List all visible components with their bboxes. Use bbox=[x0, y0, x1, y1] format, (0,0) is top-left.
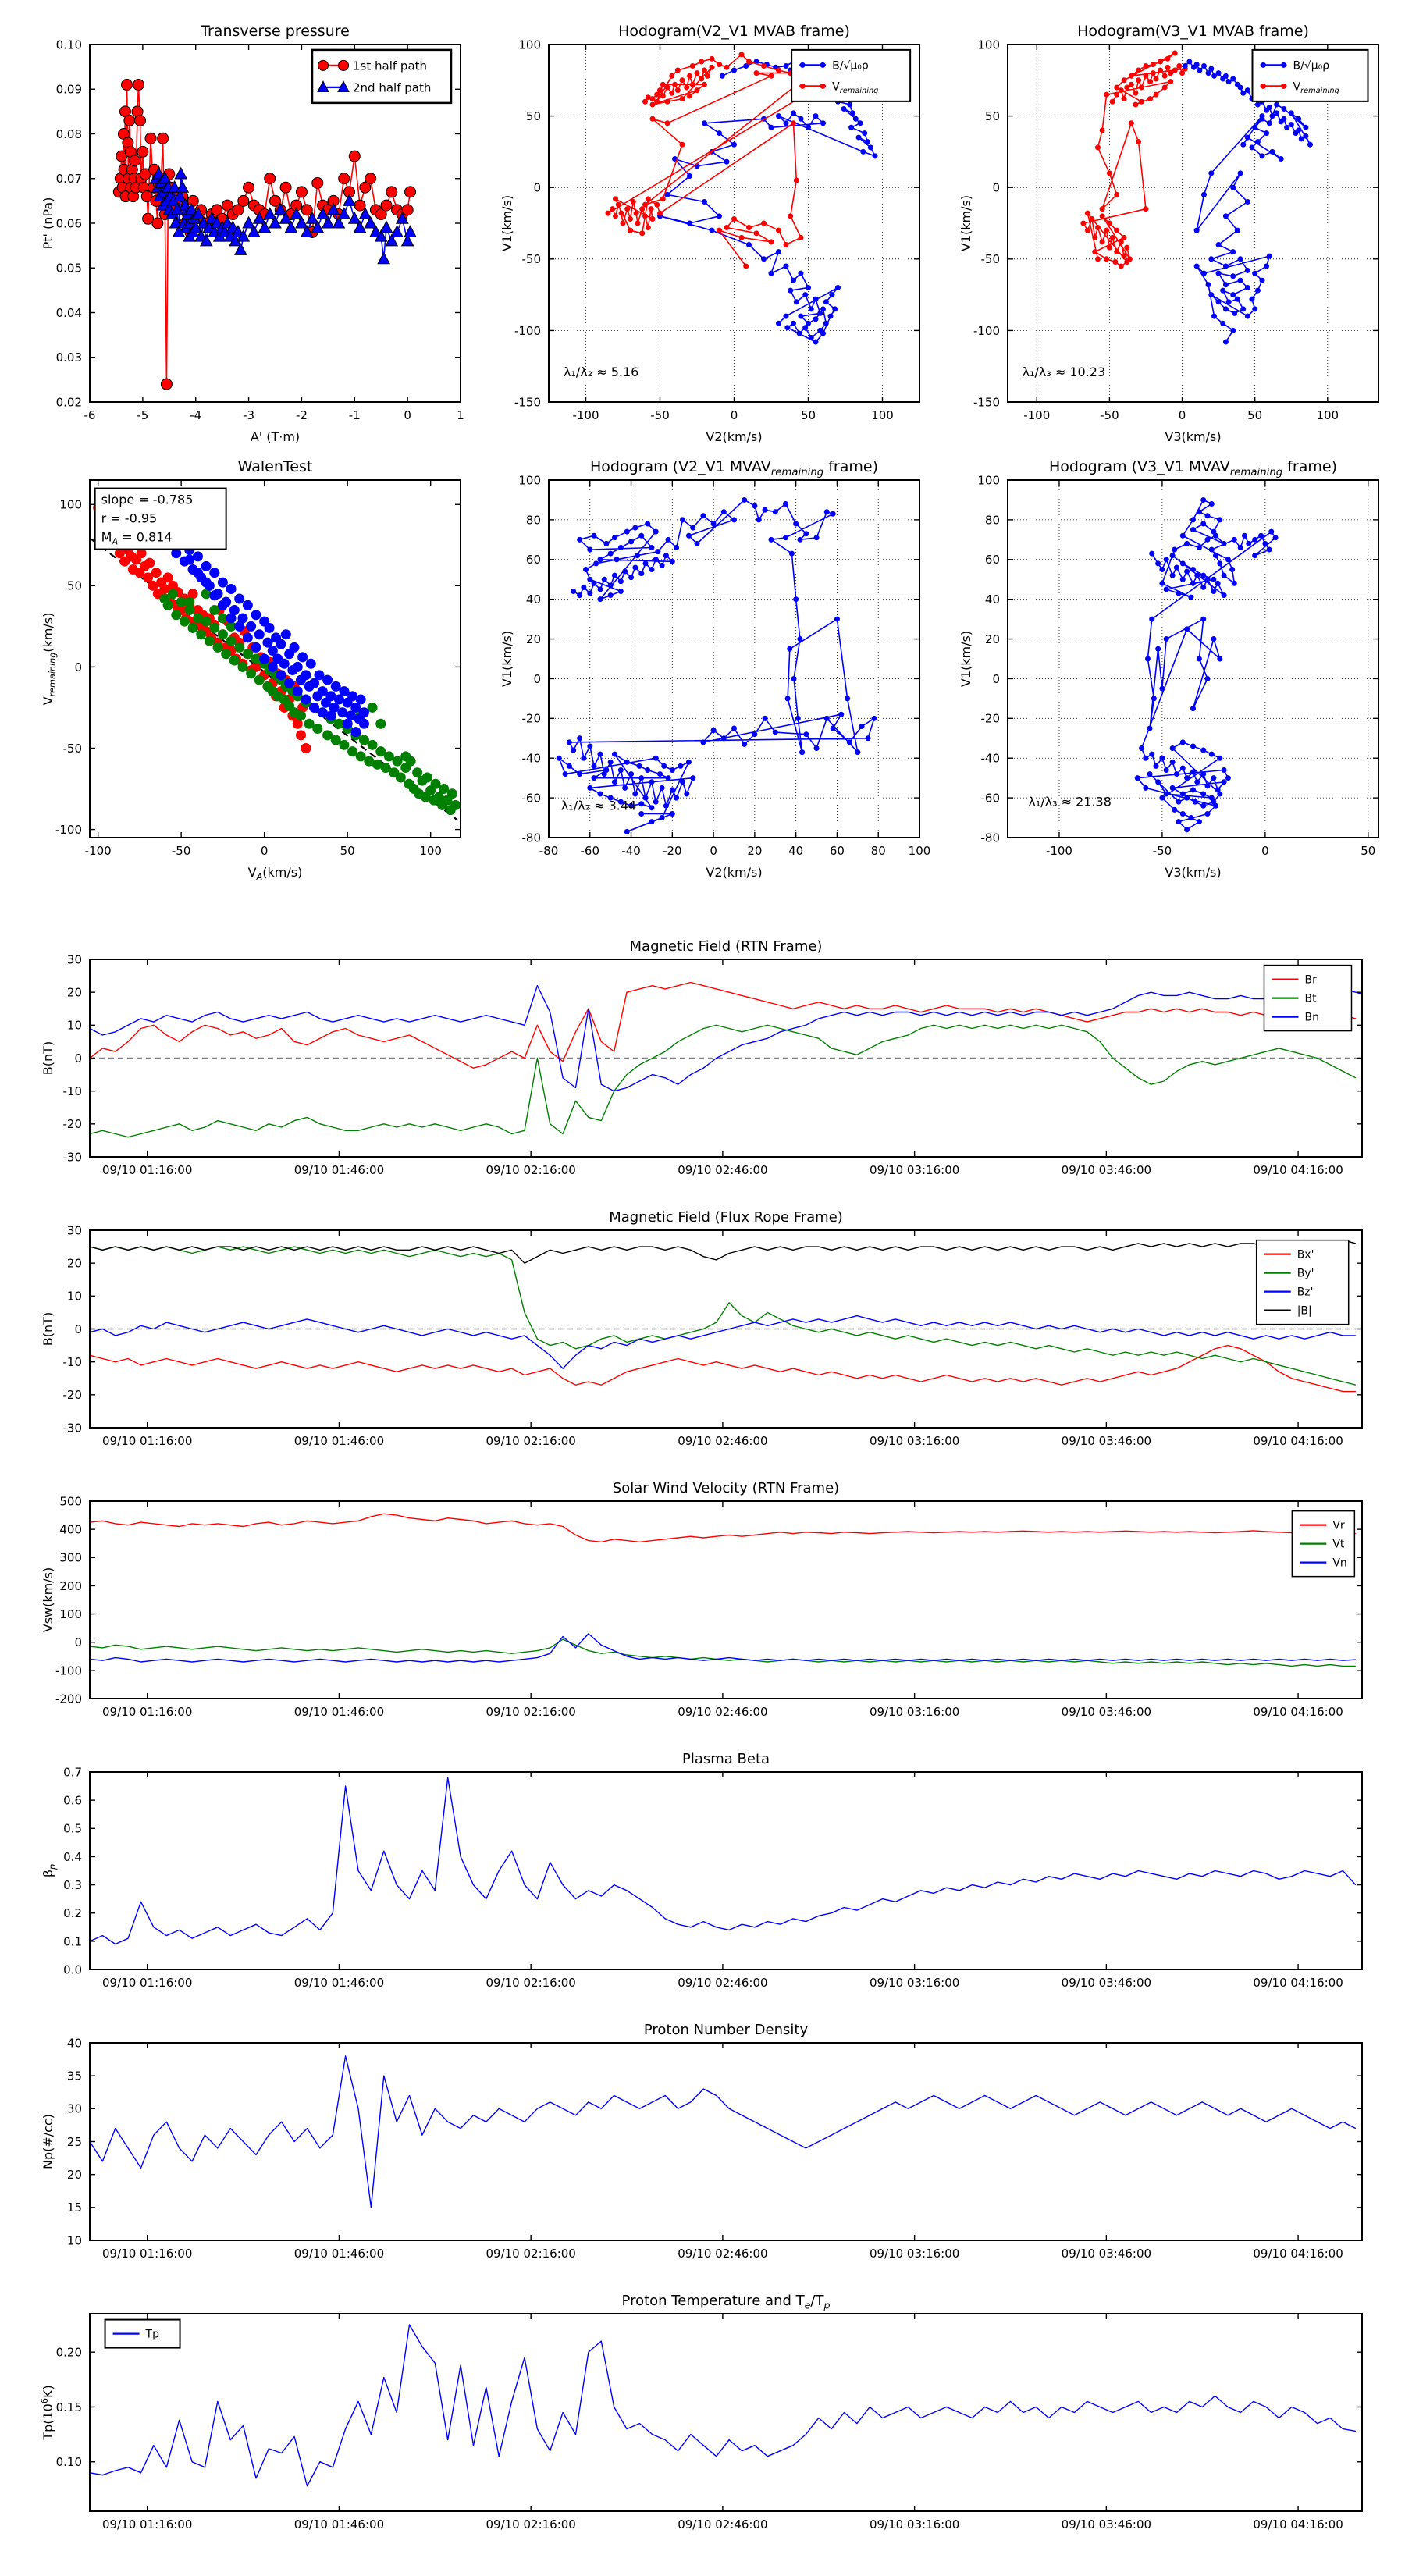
svg-text:-100: -100 bbox=[1045, 844, 1072, 858]
svg-text:-60: -60 bbox=[580, 844, 600, 858]
svg-text:09/10 02:16:00: 09/10 02:16:00 bbox=[486, 1434, 576, 1448]
svg-text:-200: -200 bbox=[55, 1692, 82, 1706]
svg-text:80: 80 bbox=[525, 513, 541, 528]
svg-text:0.07: 0.07 bbox=[55, 172, 82, 187]
svg-text:A' (T·m): A' (T·m) bbox=[250, 429, 301, 444]
svg-text:50: 50 bbox=[340, 844, 355, 858]
svg-text:0.10: 0.10 bbox=[55, 37, 82, 52]
svg-text:15: 15 bbox=[66, 2201, 82, 2215]
svg-text:0: 0 bbox=[992, 180, 1000, 195]
svg-text:09/10 01:16:00: 09/10 01:16:00 bbox=[102, 2517, 193, 2532]
svg-text:-20: -20 bbox=[521, 711, 541, 726]
svg-text:40: 40 bbox=[66, 2036, 82, 2051]
svg-text:B/√μ₀ρ: B/√μ₀ρ bbox=[832, 59, 869, 73]
svg-text:-50: -50 bbox=[980, 252, 1000, 267]
svg-text:0: 0 bbox=[74, 660, 82, 674]
svg-text:09/10 02:46:00: 09/10 02:46:00 bbox=[678, 1976, 768, 1990]
svg-text:Np(#/cc): Np(#/cc) bbox=[41, 2114, 55, 2169]
svg-text:Transverse pressure: Transverse pressure bbox=[201, 23, 350, 40]
svg-text:100: 100 bbox=[59, 1606, 82, 1621]
svg-text:1: 1 bbox=[457, 408, 464, 422]
chart-magnetic-field-rtn bbox=[35, 933, 1374, 1194]
chart-plasma-beta bbox=[35, 1745, 1374, 2007]
svg-text:Magnetic Field (Flux Rope Fram: Magnetic Field (Flux Rope Frame) bbox=[609, 1209, 843, 1226]
svg-text:Vn: Vn bbox=[1332, 1557, 1347, 1570]
svg-text:-30: -30 bbox=[62, 1150, 82, 1165]
svg-text:-100: -100 bbox=[973, 323, 1000, 338]
svg-text:0.08: 0.08 bbox=[55, 126, 82, 141]
svg-text:WalenTest: WalenTest bbox=[237, 458, 313, 475]
svg-text:Vremaining: $V_{remaining}$ bbox=[832, 80, 879, 95]
svg-text:Hodogram (V2_V1 MVAVremaining: Hodogram (V2_V1 $MVAV_{remaining}$ frame) bbox=[590, 458, 878, 479]
svg-text:100: 100 bbox=[419, 844, 442, 858]
svg-text:30: 30 bbox=[66, 1223, 82, 1238]
svg-text:100: 100 bbox=[871, 408, 894, 422]
svg-text:Vr: Vr bbox=[1332, 1519, 1345, 1532]
svg-text:09/10 01:46:00: 09/10 01:46:00 bbox=[293, 1976, 385, 1990]
svg-text:09/10 02:46:00: 09/10 02:46:00 bbox=[678, 2517, 768, 2532]
svg-text:Vremaining: $V_{remaining}$ bbox=[1293, 80, 1339, 95]
svg-text:-6: -6 bbox=[84, 408, 96, 422]
svg-text:0: 0 bbox=[710, 844, 717, 858]
svg-text:-50: -50 bbox=[171, 844, 191, 858]
svg-text:09/10 03:16:00: 09/10 03:16:00 bbox=[869, 1163, 960, 1177]
svg-text:Br: Br bbox=[1304, 973, 1317, 987]
svg-text:09/10 03:16:00: 09/10 03:16:00 bbox=[869, 1976, 960, 1990]
svg-text:09/10 01:16:00: 09/10 01:16:00 bbox=[102, 2247, 193, 2261]
svg-text:βp: $\beta_p$ bbox=[41, 1863, 58, 1878]
svg-text:MA = 0.814: $M_A = 0.814$ bbox=[101, 529, 173, 547]
svg-text:λ₁/λ₂ ≈ 3.44: λ₁/λ₂ ≈ 3.44 bbox=[560, 798, 637, 813]
svg-text:Hodogram(V3_V1 MVAB frame): Hodogram(V3_V1 MVAB frame) bbox=[1077, 23, 1309, 40]
svg-text:0.10: 0.10 bbox=[55, 2455, 82, 2470]
svg-text:09/10 03:46:00: 09/10 03:46:00 bbox=[1061, 1976, 1152, 1990]
chart-solar-wind-velocity bbox=[35, 1475, 1374, 1736]
svg-text:20: 20 bbox=[984, 632, 1000, 646]
svg-text:Plasma Beta: Plasma Beta bbox=[681, 1751, 770, 1767]
svg-text:30: 30 bbox=[66, 952, 82, 967]
svg-text:-80: -80 bbox=[521, 831, 541, 845]
svg-text:50: 50 bbox=[800, 408, 816, 422]
svg-text:Vsw(km/s): Vsw(km/s) bbox=[41, 1567, 55, 1633]
svg-text:1st half path: 1st half path bbox=[353, 59, 428, 73]
svg-text:Bz': Bz' bbox=[1297, 1286, 1314, 1299]
svg-text:09/10 01:16:00: 09/10 01:16:00 bbox=[102, 1976, 193, 1990]
svg-text:35: 35 bbox=[66, 2069, 82, 2083]
chart-hodogram-v3v1-mvab bbox=[953, 20, 1390, 449]
svg-text:-5: -5 bbox=[137, 408, 149, 422]
svg-text:-20: -20 bbox=[62, 1388, 82, 1403]
chart-proton-number-density bbox=[35, 2016, 1374, 2278]
svg-text:100: 100 bbox=[977, 37, 1000, 52]
svg-text:Pt' (nPa): Pt' (nPa) bbox=[41, 197, 55, 250]
svg-text:V1(km/s): V1(km/s) bbox=[959, 630, 973, 688]
svg-text:0.06: 0.06 bbox=[55, 216, 82, 231]
chart-hodogram-v3v1-mvav bbox=[953, 455, 1390, 884]
svg-text:-50: -50 bbox=[1100, 408, 1119, 422]
svg-text:λ₁/λ₃ ≈ 21.38: λ₁/λ₃ ≈ 21.38 bbox=[1028, 794, 1112, 809]
svg-text:V1(km/s): V1(km/s) bbox=[500, 630, 514, 688]
svg-text:20: 20 bbox=[525, 632, 541, 646]
svg-text:50: 50 bbox=[66, 578, 82, 593]
svg-text:0: 0 bbox=[730, 408, 738, 422]
svg-text:09/10 01:46:00: 09/10 01:46:00 bbox=[293, 1705, 385, 1719]
svg-text:60: 60 bbox=[525, 553, 541, 568]
svg-text:Solar Wind Velocity (RTN Frame: Solar Wind Velocity (RTN Frame) bbox=[612, 1480, 840, 1496]
svg-text:09/10 03:16:00: 09/10 03:16:00 bbox=[869, 2247, 960, 2261]
svg-text:80: 80 bbox=[984, 513, 1000, 528]
svg-text:0: 0 bbox=[74, 1635, 82, 1650]
svg-text:100: 100 bbox=[518, 37, 541, 52]
svg-text:-100: -100 bbox=[55, 822, 82, 837]
svg-text:-50: -50 bbox=[62, 741, 82, 756]
svg-text:400: 400 bbox=[59, 1522, 82, 1537]
svg-text:0: 0 bbox=[1261, 844, 1269, 858]
svg-text:By': By' bbox=[1297, 1267, 1314, 1280]
svg-text:10: 10 bbox=[66, 1289, 82, 1304]
svg-text:0.02: 0.02 bbox=[55, 395, 82, 410]
svg-text:0: 0 bbox=[404, 408, 411, 422]
svg-text:0.15: 0.15 bbox=[55, 2400, 82, 2414]
chart-magnetic-field-flux-rope bbox=[35, 1204, 1374, 1465]
svg-text:09/10 04:16:00: 09/10 04:16:00 bbox=[1253, 2517, 1343, 2532]
svg-text:20: 20 bbox=[66, 1256, 82, 1271]
svg-text:09/10 04:16:00: 09/10 04:16:00 bbox=[1253, 1705, 1343, 1719]
svg-text:09/10 04:16:00: 09/10 04:16:00 bbox=[1253, 1163, 1343, 1177]
svg-text:-40: -40 bbox=[521, 751, 541, 766]
svg-text:0.03: 0.03 bbox=[55, 350, 82, 365]
svg-text:-2: -2 bbox=[295, 408, 308, 422]
svg-text:0.04: 0.04 bbox=[55, 305, 82, 320]
svg-text:-4: -4 bbox=[190, 408, 202, 422]
svg-text:09/10 03:16:00: 09/10 03:16:00 bbox=[869, 1434, 960, 1448]
svg-text:0: 0 bbox=[533, 671, 541, 686]
svg-text:Bn: Bn bbox=[1304, 1011, 1319, 1024]
svg-text:09/10 01:46:00: 09/10 01:46:00 bbox=[293, 2517, 385, 2532]
svg-text:09/10 03:16:00: 09/10 03:16:00 bbox=[869, 1705, 960, 1719]
svg-text:B(nT): B(nT) bbox=[41, 1311, 55, 1347]
svg-text:0.5: 0.5 bbox=[63, 1821, 82, 1836]
svg-text:0: 0 bbox=[992, 671, 1000, 686]
svg-text:0.2: 0.2 bbox=[63, 1906, 82, 1921]
svg-text:20: 20 bbox=[66, 2168, 82, 2183]
svg-text:09/10 01:46:00: 09/10 01:46:00 bbox=[293, 1163, 385, 1177]
svg-text:-50: -50 bbox=[1152, 844, 1172, 858]
svg-text:B(nT): B(nT) bbox=[41, 1041, 55, 1076]
svg-text:2nd half path: 2nd half path bbox=[353, 80, 432, 95]
chart-hodogram-v2v1-mvav bbox=[494, 455, 931, 884]
svg-text:B/√μ₀ρ: B/√μ₀ρ bbox=[1293, 59, 1330, 73]
svg-text:-150: -150 bbox=[514, 395, 541, 410]
svg-text:09/10 02:46:00: 09/10 02:46:00 bbox=[678, 2247, 768, 2261]
chart-hodogram-v2v1-mvab bbox=[494, 20, 931, 449]
svg-text:100: 100 bbox=[518, 473, 541, 488]
svg-text:09/10 02:16:00: 09/10 02:16:00 bbox=[486, 2247, 576, 2261]
svg-text:-60: -60 bbox=[980, 791, 1000, 806]
svg-text:0.4: 0.4 bbox=[63, 1849, 82, 1864]
svg-text:-40: -40 bbox=[621, 844, 641, 858]
svg-text:09/10 02:16:00: 09/10 02:16:00 bbox=[486, 1163, 576, 1177]
svg-text:09/10 02:46:00: 09/10 02:46:00 bbox=[678, 1434, 768, 1448]
svg-text:09/10 01:46:00: 09/10 01:46:00 bbox=[293, 2247, 385, 2261]
svg-text:20: 20 bbox=[66, 985, 82, 1000]
svg-text:Magnetic Field (RTN Frame): Magnetic Field (RTN Frame) bbox=[629, 938, 823, 955]
svg-text:50: 50 bbox=[984, 109, 1000, 123]
svg-text:0.0: 0.0 bbox=[63, 1962, 82, 1977]
svg-text:-30: -30 bbox=[62, 1421, 82, 1436]
svg-text:09/10 04:16:00: 09/10 04:16:00 bbox=[1253, 1434, 1343, 1448]
svg-text:|B|: |B| bbox=[1297, 1304, 1312, 1318]
svg-text:0.09: 0.09 bbox=[55, 82, 82, 97]
svg-text:r = -0.95: r = -0.95 bbox=[101, 511, 158, 526]
chart-proton-temperature bbox=[35, 2287, 1374, 2549]
svg-text:V2(km/s): V2(km/s) bbox=[706, 429, 763, 444]
svg-text:09/10 03:46:00: 09/10 03:46:00 bbox=[1061, 2517, 1152, 2532]
svg-text:-20: -20 bbox=[980, 711, 1000, 726]
svg-text:-100: -100 bbox=[1023, 408, 1051, 422]
svg-text:09/10 01:46:00: 09/10 01:46:00 bbox=[293, 1434, 385, 1448]
svg-text:100: 100 bbox=[977, 473, 1000, 488]
svg-text:0: 0 bbox=[74, 1051, 82, 1066]
svg-text:0: 0 bbox=[260, 844, 269, 858]
svg-text:200: 200 bbox=[59, 1578, 82, 1593]
svg-text:Proton Temperature and Te/Tp: Proton Temperature and $T_e/T_p$ bbox=[621, 2293, 831, 2311]
svg-text:09/10 03:16:00: 09/10 03:16:00 bbox=[869, 2517, 960, 2532]
svg-text:10: 10 bbox=[66, 2233, 82, 2248]
svg-text:-10: -10 bbox=[62, 1355, 82, 1370]
svg-text:50: 50 bbox=[525, 109, 541, 123]
svg-text:25: 25 bbox=[66, 2134, 82, 2149]
svg-text:-150: -150 bbox=[973, 395, 1000, 410]
svg-text:09/10 04:16:00: 09/10 04:16:00 bbox=[1253, 2247, 1343, 2261]
svg-text:500: 500 bbox=[59, 1494, 82, 1509]
svg-text:0.6: 0.6 bbox=[63, 1793, 82, 1808]
svg-text:20: 20 bbox=[747, 844, 763, 858]
svg-text:-100: -100 bbox=[84, 844, 112, 858]
svg-text:Bx': Bx' bbox=[1297, 1248, 1314, 1261]
svg-text:Hodogram(V2_V1 MVAB frame): Hodogram(V2_V1 MVAB frame) bbox=[618, 23, 850, 40]
svg-text:40: 40 bbox=[788, 844, 804, 858]
svg-text:09/10 03:46:00: 09/10 03:46:00 bbox=[1061, 1163, 1152, 1177]
svg-text:-100: -100 bbox=[572, 408, 599, 422]
svg-text:80: 80 bbox=[870, 844, 886, 858]
svg-text:-20: -20 bbox=[663, 844, 682, 858]
svg-text:09/10 01:16:00: 09/10 01:16:00 bbox=[102, 1705, 193, 1719]
svg-text:0.7: 0.7 bbox=[63, 1765, 82, 1780]
svg-text:-20: -20 bbox=[62, 1117, 82, 1132]
svg-text:Tp(106K): $Tp(10^6K)$ bbox=[39, 2385, 55, 2440]
svg-text:λ₁/λ₂ ≈ 5.16: λ₁/λ₂ ≈ 5.16 bbox=[564, 365, 639, 380]
svg-text:-40: -40 bbox=[980, 751, 1000, 766]
svg-text:0.05: 0.05 bbox=[55, 261, 82, 276]
svg-text:V2(km/s): V2(km/s) bbox=[706, 865, 763, 880]
svg-text:Hodogram (V3_V1 MVAVremaining: Hodogram (V3_V1 $MVAV_{remaining}$ frame) bbox=[1049, 458, 1337, 479]
svg-text:60: 60 bbox=[984, 553, 1000, 568]
svg-text:30: 30 bbox=[66, 2101, 82, 2116]
svg-text:-100: -100 bbox=[55, 1663, 82, 1678]
svg-text:09/10 02:16:00: 09/10 02:16:00 bbox=[486, 1705, 576, 1719]
svg-text:09/10 03:46:00: 09/10 03:46:00 bbox=[1061, 1434, 1152, 1448]
svg-text:09/10 01:16:00: 09/10 01:16:00 bbox=[102, 1434, 193, 1448]
svg-text:09/10 04:16:00: 09/10 04:16:00 bbox=[1253, 1976, 1343, 1990]
svg-text:Vt: Vt bbox=[1332, 1538, 1345, 1551]
svg-text:50: 50 bbox=[1361, 844, 1376, 858]
svg-text:-1: -1 bbox=[348, 408, 361, 422]
svg-text:100: 100 bbox=[908, 844, 931, 858]
svg-text:100: 100 bbox=[59, 497, 82, 512]
svg-text:0.20: 0.20 bbox=[55, 2345, 82, 2360]
svg-text:Vremaining(km/s): $V_{remaining}(km/s)$ bbox=[41, 612, 58, 706]
svg-text:09/10 02:46:00: 09/10 02:46:00 bbox=[678, 1705, 768, 1719]
svg-text:-10: -10 bbox=[62, 1084, 82, 1099]
svg-text:Proton Number Density: Proton Number Density bbox=[643, 2022, 809, 2038]
svg-text:0: 0 bbox=[74, 1322, 82, 1336]
svg-text:V1(km/s): V1(km/s) bbox=[959, 194, 973, 252]
svg-text:V1(km/s): V1(km/s) bbox=[500, 194, 514, 252]
svg-text:V3(km/s): V3(km/s) bbox=[1165, 865, 1222, 880]
svg-text:λ₁/λ₃ ≈ 10.23: λ₁/λ₃ ≈ 10.23 bbox=[1022, 365, 1106, 380]
svg-text:-50: -50 bbox=[650, 408, 670, 422]
svg-text:09/10 03:46:00: 09/10 03:46:00 bbox=[1061, 1705, 1152, 1719]
svg-text:09/10 02:16:00: 09/10 02:16:00 bbox=[486, 1976, 576, 1990]
svg-text:-50: -50 bbox=[521, 252, 541, 267]
svg-text:100: 100 bbox=[1316, 408, 1339, 422]
svg-text:10: 10 bbox=[66, 1018, 82, 1033]
svg-text:0: 0 bbox=[533, 180, 541, 195]
svg-text:0.1: 0.1 bbox=[63, 1934, 82, 1949]
svg-text:40: 40 bbox=[525, 592, 541, 607]
chart-transverse-pressure bbox=[35, 20, 472, 449]
svg-text:V3(km/s): V3(km/s) bbox=[1165, 429, 1222, 444]
svg-text:300: 300 bbox=[59, 1550, 82, 1565]
svg-text:-80: -80 bbox=[539, 844, 559, 858]
svg-text:0: 0 bbox=[1178, 408, 1186, 422]
svg-text:09/10 03:46:00: 09/10 03:46:00 bbox=[1061, 2247, 1152, 2261]
chart-walen-test bbox=[35, 455, 472, 884]
svg-text:Bt: Bt bbox=[1304, 992, 1317, 1005]
svg-text:VA(km/s): $V_A(km/s)$ bbox=[247, 865, 303, 882]
svg-text:-80: -80 bbox=[980, 831, 1000, 845]
svg-text:slope = -0.785: slope = -0.785 bbox=[101, 492, 194, 507]
svg-text:-3: -3 bbox=[243, 408, 255, 422]
svg-text:09/10 01:16:00: 09/10 01:16:00 bbox=[102, 1163, 193, 1177]
svg-text:09/10 02:46:00: 09/10 02:46:00 bbox=[678, 1163, 768, 1177]
svg-text:40: 40 bbox=[984, 592, 1000, 607]
svg-text:0.3: 0.3 bbox=[63, 1877, 82, 1892]
svg-text:-60: -60 bbox=[521, 791, 541, 806]
svg-text:Tp: Tp bbox=[145, 2328, 160, 2341]
svg-text:50: 50 bbox=[1247, 408, 1263, 422]
svg-text:-100: -100 bbox=[514, 323, 541, 338]
svg-text:60: 60 bbox=[829, 844, 845, 858]
svg-text:09/10 02:16:00: 09/10 02:16:00 bbox=[486, 2517, 576, 2532]
